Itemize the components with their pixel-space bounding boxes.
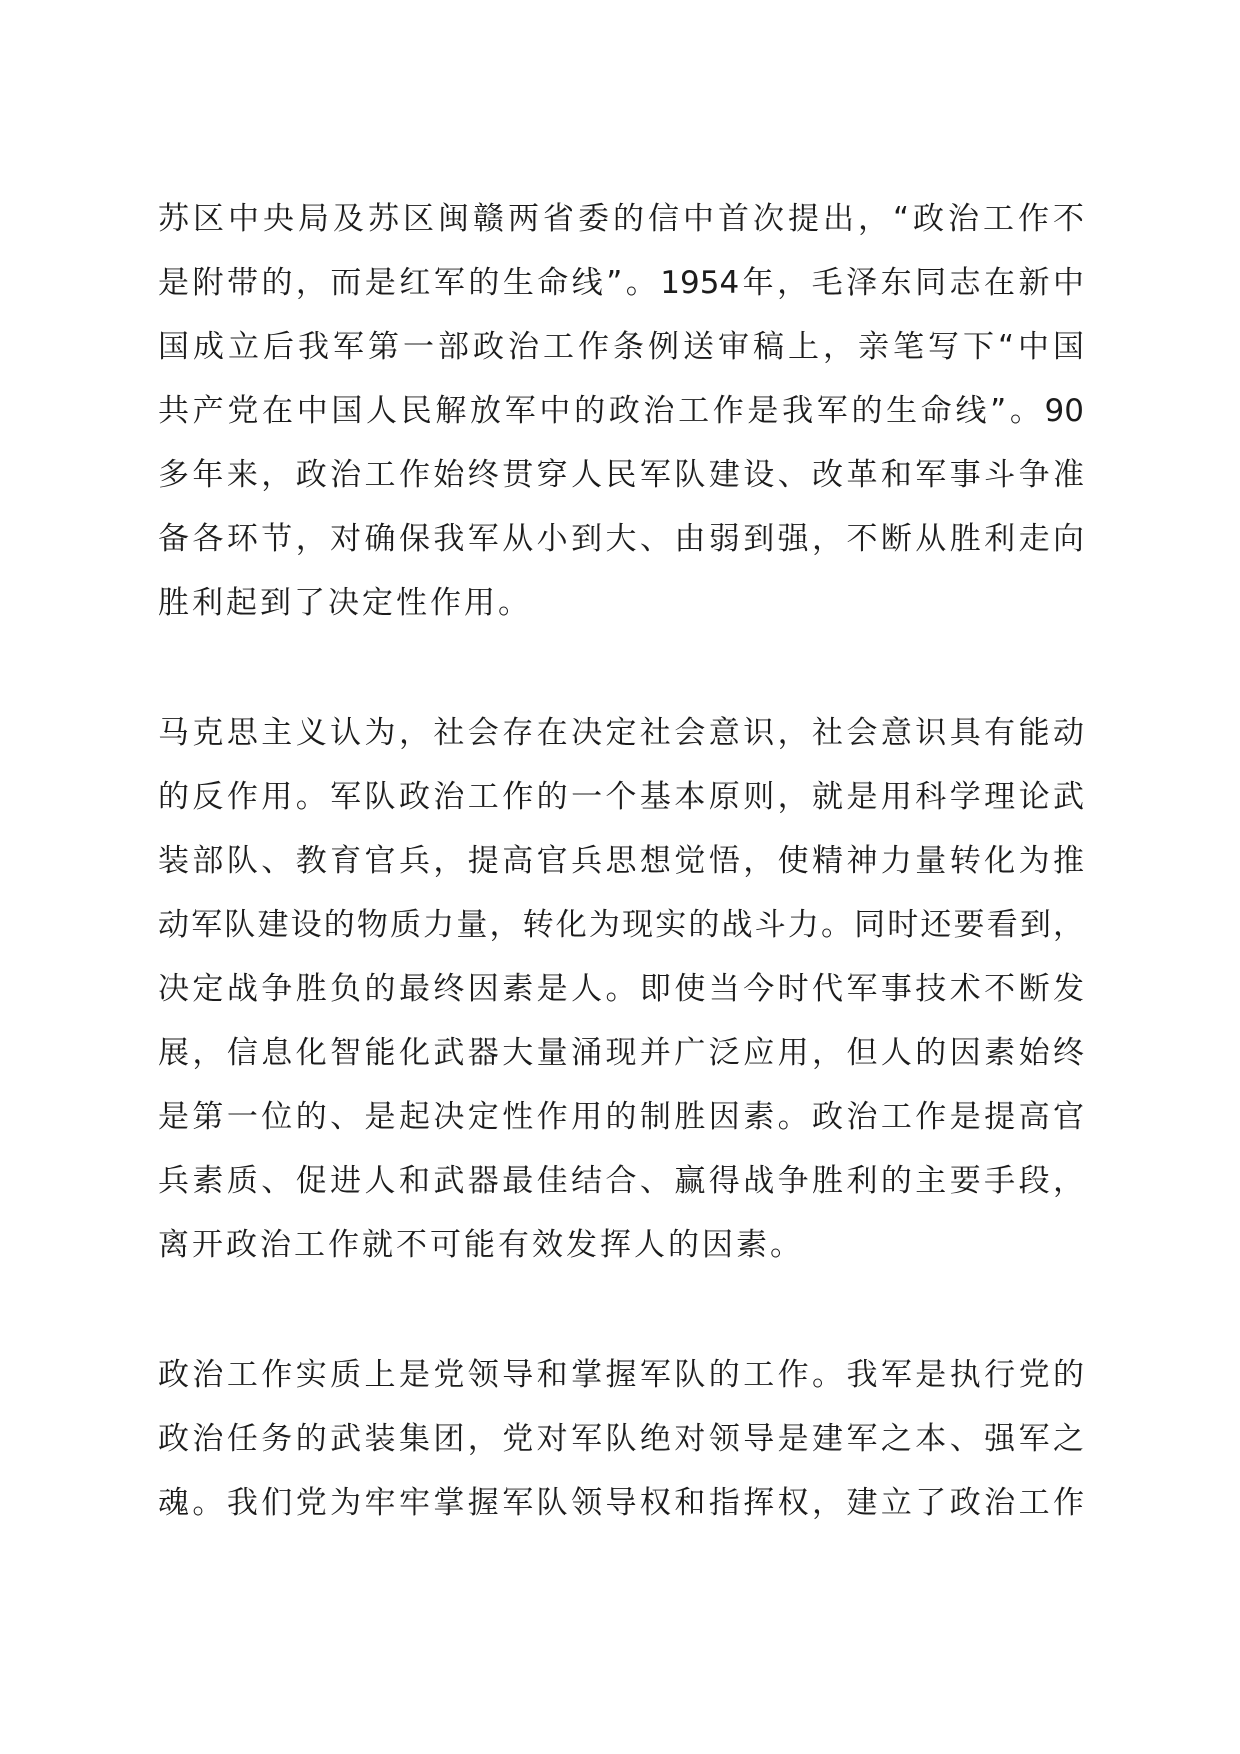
text-line: 政治工作实质上是党领导和掌握军队的工作。我军是执行党的 — [158, 1357, 1084, 1393]
text-line: 兵素质、促进人和武器最佳结合、赢得战争胜利的主要手段， — [158, 1163, 1084, 1199]
text-line: 离开政治工作就不可能有效发挥人的因素。 — [158, 1227, 804, 1263]
text-line: 装部队、教育官兵，提高官兵思想觉悟，使精神力量转化为推 — [158, 843, 1084, 879]
text-line: 多年来，政治工作始终贯穿人民军队建设、改革和军事斗争准 — [158, 457, 1084, 493]
text-line: 马克思主义认为，社会存在决定社会意识，社会意识具有能动 — [158, 715, 1084, 751]
text-line: 是附带的，而是红军的生命线”。1954年，毛泽东同志在新中 — [158, 265, 1084, 301]
paragraph-1 — [158, 187, 1084, 635]
text-line: 决定战争胜负的最终因素是人。即使当今时代军事技术不断发 — [158, 971, 1084, 1007]
text-line: 国成立后我军第一部政治工作条例送审稿上，亲笔写下“中国 — [158, 329, 1084, 365]
text-line: 胜利起到了决定性作用。 — [158, 585, 532, 621]
text-line: 政治任务的武装集团，党对军队绝对领导是建军之本、强军之 — [158, 1421, 1084, 1457]
text-line: 的反作用。军队政治工作的一个基本原则，就是用科学理论武 — [158, 779, 1084, 815]
text-line: 是第一位的、是起决定性作用的制胜因素。政治工作是提高官 — [158, 1099, 1084, 1135]
paragraph-3 — [158, 1343, 1084, 1535]
text-line: 展，信息化智能化武器大量涌现并广泛应用，但人的因素始终 — [158, 1035, 1084, 1071]
text-line: 备各环节，对确保我军从小到大、由弱到强，不断从胜利走向 — [158, 521, 1084, 557]
text-line: 苏区中央局及苏区闽赣两省委的信中首次提出，“政治工作不 — [158, 201, 1084, 237]
text-line: 魂。我们党为牢牢掌握军队领导权和指挥权，建立了政治工作 — [158, 1485, 1084, 1521]
text-line: 动军队建设的物质力量，转化为现实的战斗力。同时还要看到， — [158, 907, 1084, 943]
paragraph-2 — [158, 701, 1084, 1277]
text-line: 共产党在中国人民解放军中的政治工作是我军的生命线”。90 — [158, 393, 1084, 429]
